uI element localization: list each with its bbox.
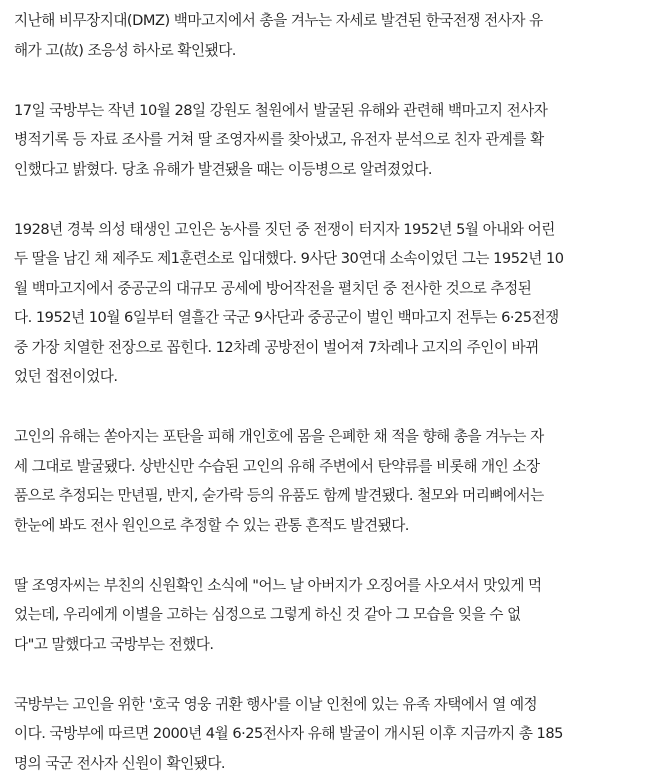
- paragraph-gap: [14, 540, 658, 571]
- text-line: 었던 접전이었다.: [14, 362, 658, 392]
- paragraph: [14, 6, 658, 65]
- text-line: 17일 국방부는 작년 10월 28일 강원도 철원에서 발굴된 유해와 관련해 백마고지 전사자: [14, 96, 658, 126]
- text-line: 1928년 경북 의성 태생인 고인은 농사를 짓던 중 전쟁이 터지자 1952년 5월 아내와 어린: [14, 215, 658, 245]
- text-line: 이다. 국방부에 따르면 2000년 4월 6·25전사자 유해 발굴이 개시된 이후 지금까지 총 185: [14, 719, 658, 749]
- paragraph-gap: [14, 392, 658, 423]
- text-line: 병적기록 등 자료 조사를 거쳐 딸 조영자씨를 찾아냈고, 유전자 분석으로 친자 관계를 확: [14, 125, 658, 155]
- text-line: 월 백마고지에서 중공군의 대규모 공세에 방어작전을 펼치던 중 전사한 것으로 추정된: [14, 274, 658, 304]
- paragraph: [14, 571, 658, 660]
- text-line: 고인의 유해는 쏟아지는 포탄을 피해 개인호에 몸을 은폐한 채 적을 향해 총을 겨누는 자: [14, 422, 658, 452]
- text-line: 해가 고(故) 조응성 하사로 확인됐다.: [14, 36, 658, 66]
- text-line: 다. 1952년 10월 6일부터 열흘간 국군 9사단과 중공군이 벌인 백마고지 전투는 6·25전쟁: [14, 303, 658, 333]
- text-line: 품으로 추정되는 만년필, 반지, 숟가락 등의 유품도 함께 발견됐다. 철모와 머리뼈에서는: [14, 481, 658, 511]
- paragraph: [14, 215, 658, 392]
- text-line: 국방부는 고인을 위한 '호국 영웅 귀환 행사'를 이날 인천에 있는 유족 자택에서 열 예정: [14, 690, 658, 720]
- text-line: 한눈에 봐도 전사 원인으로 추정할 수 있는 관통 흔적도 발견됐다.: [14, 511, 658, 541]
- paragraph-gap: [14, 184, 658, 215]
- paragraph-gap: [14, 65, 658, 96]
- text-line: 었는데, 우리에게 이별을 고하는 심정으로 그렇게 하신 것 같아 그 모습을 잊을 수 없: [14, 600, 658, 630]
- paragraph: [14, 422, 658, 540]
- paragraph-gap: [14, 659, 658, 690]
- text-line: 두 딸을 남긴 채 제주도 제1훈련소로 입대했다. 9사단 30연대 소속이었던 그는 1952년 10: [14, 244, 658, 274]
- paragraph: [14, 690, 658, 778]
- text-line: 지난해 비무장지대(DMZ) 백마고지에서 총을 겨누는 자세로 발견된 한국전쟁 전사자 유: [14, 6, 658, 36]
- text-line: 인했다고 밝혔다. 당초 유해가 발견됐을 때는 이등병으로 알려졌었다.: [14, 155, 658, 185]
- text-line: 세 그대로 발굴됐다. 상반신만 수습된 고인의 유해 주변에서 탄약류를 비롯해 개인 소장: [14, 452, 658, 482]
- text-line: 딸 조영자씨는 부친의 신원확인 소식에 "어느 날 아버지가 오징어를 사오셔서 맛있게 먹: [14, 571, 658, 601]
- paragraph: [14, 96, 658, 185]
- text-line: 중 가장 치열한 전장으로 꼽힌다. 12차례 공방전이 벌어져 7차례나 고지의 주인이 바뀌: [14, 333, 658, 363]
- text-line: 명의 국군 전사자 신원이 확인됐다.: [14, 749, 658, 778]
- text-line: 다"고 말했다고 국방부는 전했다.: [14, 630, 658, 660]
